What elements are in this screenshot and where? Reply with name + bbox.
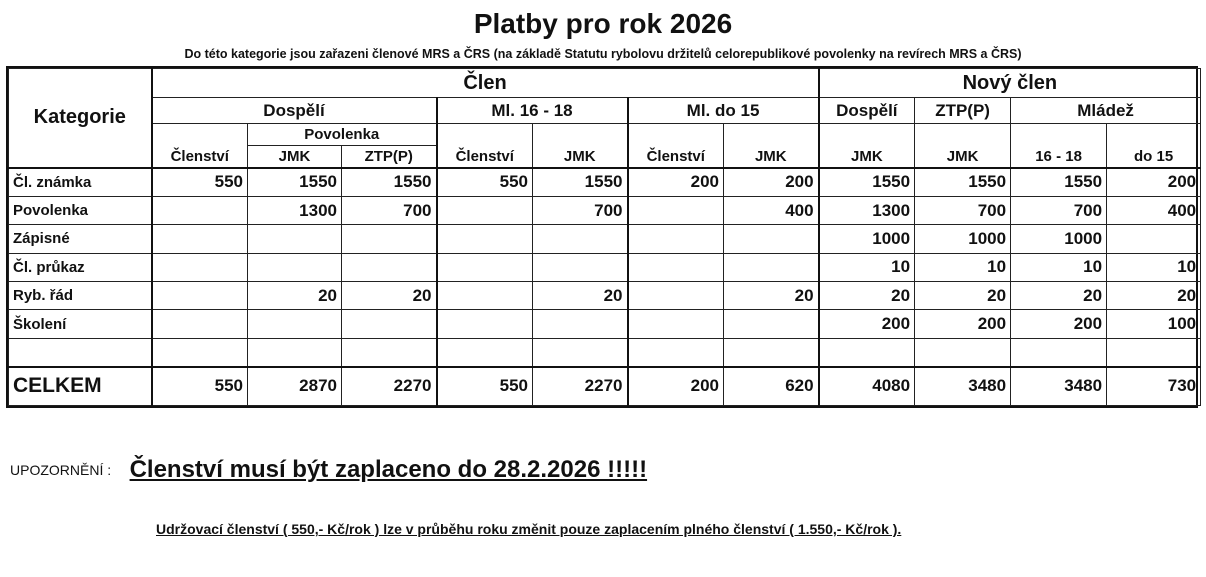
total-cell: 730 — [1107, 367, 1201, 406]
table-cell: 20 — [342, 282, 437, 310]
table-cell: 200 — [628, 168, 724, 196]
table-cell: 10 — [1011, 253, 1107, 281]
table-cell: 20 — [819, 282, 915, 310]
header-ml-16-18: Ml. 16 - 18 — [437, 98, 628, 123]
footnote: Udržovací členství ( 550,- Kč/rok ) lze v průběhu roku změnit pouze zaplacením plného členství ( 1.550,- Kč/rok ). — [156, 521, 902, 537]
table-cell — [152, 310, 248, 338]
table-cell — [628, 310, 724, 338]
row-label: Čl. průkaz — [9, 253, 152, 281]
table-cell — [437, 310, 533, 338]
table-row — [9, 338, 1201, 366]
table-cell — [1107, 338, 1201, 366]
table-cell — [152, 338, 248, 366]
col-header: JMK — [915, 123, 1011, 168]
table-cell — [342, 253, 437, 281]
page-subtitle: Do této kategorie jsou zařazeni členové MRS a ČRS (na základě Statutu rybolovu držitelů celorepublikové povolenky na revírech MRS a ČRS) — [184, 47, 1022, 61]
col-header: do 15 — [1107, 123, 1201, 168]
table-cell — [915, 338, 1011, 366]
row-label: Čl. známka — [9, 168, 152, 196]
table-cell: 400 — [724, 196, 819, 224]
header-clen: Člen — [152, 69, 819, 98]
table-cell — [628, 225, 724, 253]
table-cell — [437, 196, 533, 224]
page-title: Platby pro rok 2026 — [473, 8, 733, 39]
table-cell — [152, 253, 248, 281]
total-cell: 200 — [628, 367, 724, 406]
row-label: Ryb. řád — [9, 282, 152, 310]
header-novy-clen: Nový člen — [819, 69, 1201, 98]
notice-text: Členství musí být zaplaceno do 28.2.2026 !!!!! — [129, 456, 648, 483]
table-cell: 400 — [1107, 196, 1201, 224]
col-header: Členství — [437, 123, 533, 168]
table-cell — [152, 282, 248, 310]
col-header: JMK — [248, 146, 342, 168]
table-cell — [1011, 338, 1107, 366]
total-cell: 4080 — [819, 367, 915, 406]
table-cell — [628, 253, 724, 281]
table-cell — [342, 225, 437, 253]
header-povolenka: Povolenka — [248, 123, 437, 145]
table-cell — [628, 282, 724, 310]
table-cell: 1300 — [248, 196, 342, 224]
table-cell: 200 — [819, 310, 915, 338]
table-cell: 20 — [248, 282, 342, 310]
table-cell: 550 — [152, 168, 248, 196]
table-cell: 1300 — [819, 196, 915, 224]
total-cell: 3480 — [915, 367, 1011, 406]
notice — [10, 456, 647, 484]
table-cell — [437, 225, 533, 253]
total-cell: 3480 — [1011, 367, 1107, 406]
table-cell: 700 — [342, 196, 437, 224]
col-header: JMK — [724, 123, 819, 168]
total-label: CELKEM — [9, 367, 152, 406]
table-cell — [724, 253, 819, 281]
table-cell: 100 — [1107, 310, 1201, 338]
table-cell: 700 — [915, 196, 1011, 224]
table-row — [9, 310, 1201, 338]
table-cell: 200 — [915, 310, 1011, 338]
table-cell: 200 — [724, 168, 819, 196]
header-ml-do-15: Ml. do 15 — [628, 98, 819, 123]
table-cell: 10 — [819, 253, 915, 281]
table-cell — [342, 338, 437, 366]
table-cell — [819, 338, 915, 366]
table-cell: 1550 — [1011, 168, 1107, 196]
table-cell — [533, 225, 628, 253]
table-cell — [533, 253, 628, 281]
row-label: Zápisné — [9, 225, 152, 253]
table-cell — [724, 310, 819, 338]
table-cell — [248, 253, 342, 281]
table-row — [9, 282, 1201, 310]
table-row — [9, 253, 1201, 281]
table-cell — [533, 338, 628, 366]
table-cell: 1550 — [819, 168, 915, 196]
table-cell — [533, 310, 628, 338]
table-row — [9, 196, 1201, 224]
col-header: 16 - 18 — [1011, 123, 1107, 168]
table-cell: 10 — [1107, 253, 1201, 281]
header-mladez: Mládež — [1011, 98, 1201, 123]
table-cell — [152, 196, 248, 224]
col-header: ZTP(P) — [342, 146, 437, 168]
col-header: Členství — [152, 123, 248, 168]
table-cell: 200 — [1107, 168, 1201, 196]
table-cell: 700 — [533, 196, 628, 224]
table-cell — [628, 338, 724, 366]
table-cell — [248, 338, 342, 366]
col-header: JMK — [819, 123, 915, 168]
notice-label: UPOZORNĚNÍ : — [10, 462, 112, 478]
table-cell — [628, 196, 724, 224]
table-cell: 10 — [915, 253, 1011, 281]
total-cell: 620 — [724, 367, 819, 406]
table-cell: 700 — [1011, 196, 1107, 224]
col-header: JMK — [533, 123, 628, 168]
table-cell: 20 — [724, 282, 819, 310]
table-cell: 20 — [1011, 282, 1107, 310]
table-cell: 1000 — [819, 225, 915, 253]
table-cell: 1550 — [248, 168, 342, 196]
row-label — [9, 338, 152, 366]
total-cell: 2270 — [342, 367, 437, 406]
table-cell: 200 — [1011, 310, 1107, 338]
table-cell — [437, 338, 533, 366]
payments-table — [6, 66, 1198, 408]
table-cell — [152, 225, 248, 253]
table-cell: 1550 — [915, 168, 1011, 196]
total-cell: 550 — [152, 367, 248, 406]
header-novy-ztp: ZTP(P) — [915, 98, 1011, 123]
table-cell: 1550 — [342, 168, 437, 196]
table-cell — [724, 338, 819, 366]
table-cell: 1550 — [533, 168, 628, 196]
table-cell: 20 — [1107, 282, 1201, 310]
table-row — [9, 225, 1201, 253]
total-cell: 2870 — [248, 367, 342, 406]
table-cell — [437, 282, 533, 310]
header-novy-dospeli: Dospělí — [819, 98, 915, 123]
table-cell — [342, 310, 437, 338]
table-cell — [724, 225, 819, 253]
table-cell: 1000 — [1011, 225, 1107, 253]
table-cell — [437, 253, 533, 281]
col-header: Členství — [628, 123, 724, 168]
total-row — [9, 367, 1201, 406]
total-cell: 2270 — [533, 367, 628, 406]
header-dospeli: Dospělí — [152, 98, 437, 123]
total-cell: 550 — [437, 367, 533, 406]
row-label: Povolenka — [9, 196, 152, 224]
table-cell — [248, 310, 342, 338]
table-row — [9, 168, 1201, 196]
table-cell — [1107, 225, 1201, 253]
table-cell: 1000 — [915, 225, 1011, 253]
table-cell: 550 — [437, 168, 533, 196]
row-label: Školení — [9, 310, 152, 338]
header-kategorie: Kategorie — [9, 69, 152, 168]
table-cell — [248, 225, 342, 253]
table-cell: 20 — [533, 282, 628, 310]
table-cell: 20 — [915, 282, 1011, 310]
